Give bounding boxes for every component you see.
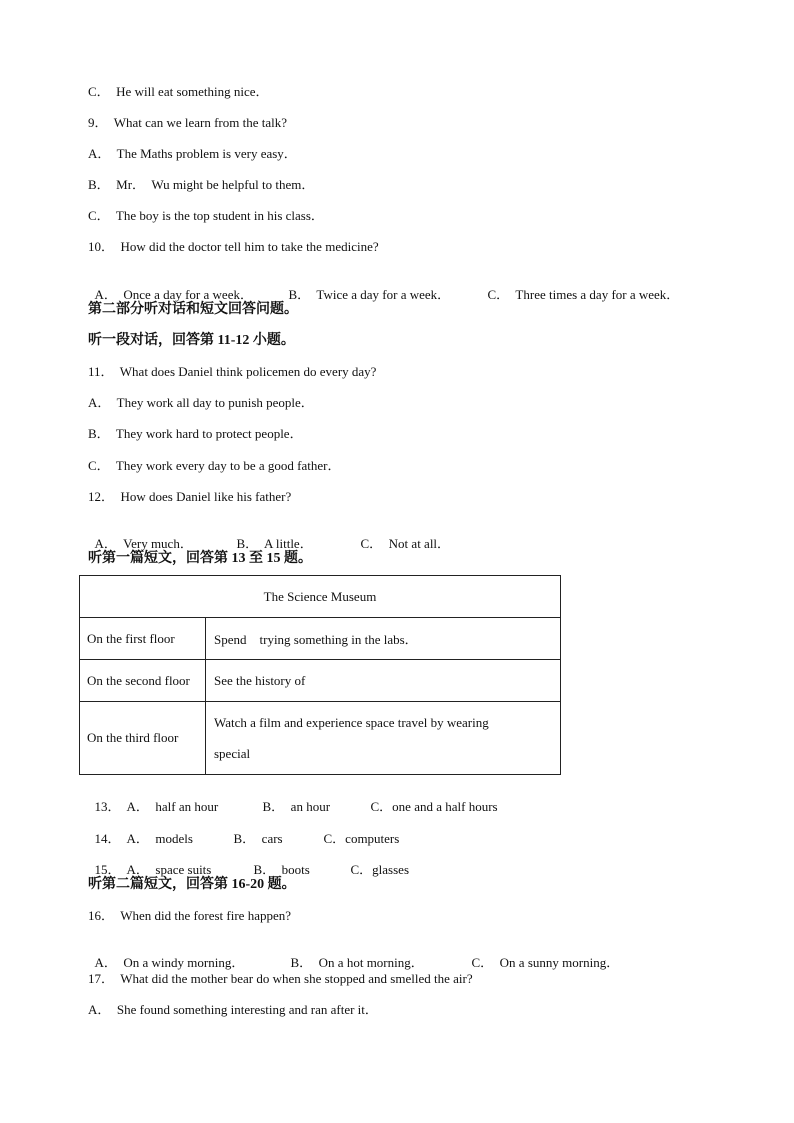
q15-option-b: B． boots [253,862,310,877]
activity-cell: Spend trying something in the labs． [206,618,561,660]
activity-cell: Watch a film and experience space travel by wearing special [206,702,561,775]
q10-question: 10． How did the doctor tell him to take the medicine? [88,239,379,254]
q12-option-c: C． Not at all． [360,536,451,551]
q10-option-a: A． Once a day for a week． [94,287,253,302]
q14-option-b: B． cars [233,831,283,846]
q12-question: 12． How does Daniel like his father? [88,489,292,504]
floor-cell: On the third floor [80,702,206,775]
passage1-title: 听第一篇短文，回答第 13 至 15 题。 [88,551,312,566]
q10-option-b: B． Twice a day for a week． [288,287,451,302]
q13-option-b: B． an hour [262,799,331,814]
q14-number: 14． [94,831,121,846]
q9-option-b: B． Mr． Wu might be helpful to them． [88,177,315,192]
floor-cell: On the second floor [80,660,206,702]
q9-option-c: C． The boy is the top student in his class． [88,208,324,223]
q14-option-c: C．computers [323,831,400,846]
q10-option-c: C． Three times a day for a week． [487,287,680,302]
q13-option-c: C．one and a half hours [370,799,498,814]
q12-option-b: B． A little． [236,536,313,551]
table-row [80,618,561,660]
passage2-title: 听第二篇短文，回答第 16-20 题。 [88,877,296,892]
q13-option-a: A． half an hour [126,799,219,814]
q9-question: 9． What can we learn from the talk? [88,115,288,130]
q16-question: 16． When did the forest fire happen? [88,908,291,923]
q15-number: 15． [94,862,121,877]
table-header-row [80,576,561,618]
q9-option-a: A． The Maths problem is very easy． [88,146,297,161]
q11-question: 11． What does Daniel think policemen do every day? [88,364,377,379]
q14-option-a: A． models [126,831,193,846]
q16-option-a: A． On a windy morning． [94,955,245,970]
q8-option-c: C． He will eat something nice． [88,84,269,99]
q16-options [88,939,619,971]
floor-cell: On the first floor [80,618,206,660]
q16-option-b: B． On a hot morning． [290,955,424,970]
table-header: The Science Museum [80,576,561,618]
dialogue-title: 听一段对话，回答第 11-12 小题。 [88,333,295,348]
q10-options [88,271,679,303]
q17-question: 17． What did the mother bear do when she stopped and smelled the air? [88,971,473,986]
q15-option-a: A． space suits [126,862,212,877]
section2-title: 第二部分听对话和短文回答问题。 [88,302,298,317]
activity-cell: See the history of [206,660,561,702]
q11-option-c: C． They work every day to be a good father． [88,458,341,473]
q15-option-c: C．glasses [350,862,410,877]
q17-option-a: A． She found something interesting and ran after it． [88,1002,378,1017]
q16-option-c: C． On a sunny morning． [471,955,620,970]
q14-options [88,815,399,847]
q13-number: 13． [94,799,121,814]
table-row [80,702,561,775]
q15-options [88,846,409,878]
table-row [80,660,561,702]
q11-option-a: A． They work all day to punish people． [88,395,314,410]
q13-options [88,783,498,815]
q11-option-b: B． They work hard to protect people． [88,426,303,441]
q12-options [88,520,450,552]
q12-option-a: A． Very much． [94,536,193,551]
science-museum-table [79,575,561,775]
